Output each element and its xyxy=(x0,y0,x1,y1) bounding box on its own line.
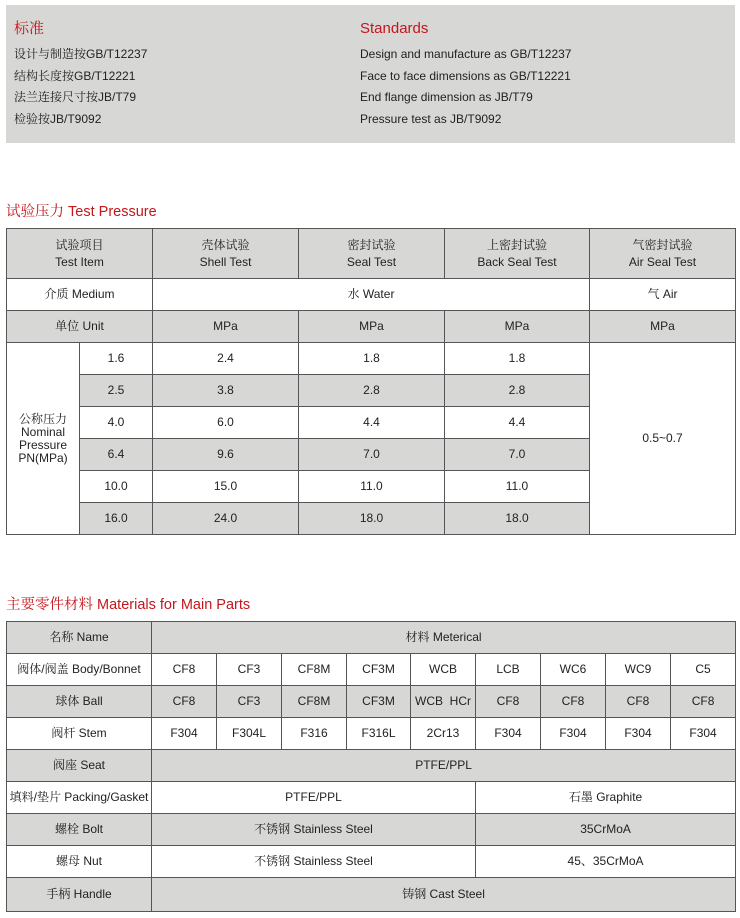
standards-cn-line: 结构长度按GB/T12221 xyxy=(14,68,136,83)
header-back-seal-test-en: Back Seal Test xyxy=(477,254,557,269)
pn-value: 1.6 xyxy=(80,343,153,375)
bolt-value-2: 35CrMoA xyxy=(476,814,736,846)
ball-value: CF8 xyxy=(476,686,541,718)
standards-cn-line: 检验按JB/T9092 xyxy=(14,111,102,126)
ball-value: WCB HCr xyxy=(411,686,476,718)
nut-value-2: 45、35CrMoA xyxy=(476,846,736,878)
test-pressure-title: 试验压力 Test Pressure xyxy=(6,204,157,220)
header-material: 材料 Meterical xyxy=(152,622,736,654)
standards-cn-line: 设计与制造按GB/T12237 xyxy=(14,47,148,61)
header-name: 名称 Name xyxy=(7,622,152,654)
unit-label: 单位 Unit xyxy=(7,311,153,343)
header-test-item-en: Test Item xyxy=(55,254,104,269)
ball-value: CF3 xyxy=(217,686,282,718)
stem-value: F304L xyxy=(217,718,282,750)
header-seal-test xyxy=(299,229,445,279)
stem-value: F304 xyxy=(476,718,541,750)
ball-value: CF8 xyxy=(671,686,736,718)
unit-air-seal: MPa xyxy=(590,311,736,343)
standards-cn-column xyxy=(14,19,147,131)
pn-value: 16.0 xyxy=(80,503,153,535)
back-seal-value: 7.0 xyxy=(445,439,590,471)
unit-back-seal: MPa xyxy=(445,311,590,343)
nut-value-1: 不锈钢 Stainless Steel xyxy=(152,846,476,878)
back-seal-value: 1.8 xyxy=(445,343,590,375)
body-bonnet-value: CF8 xyxy=(152,654,217,686)
body-bonnet-value: CF3M xyxy=(347,654,411,686)
handle-label: 手柄 Handle xyxy=(7,878,152,912)
standards-en-line: End flange dimension as JB/T79 xyxy=(360,90,533,104)
standards-en-line: Pressure test as JB/T9092 xyxy=(360,111,502,126)
ball-value: CF3M xyxy=(347,686,411,718)
header-shell-test-en: Shell Test xyxy=(199,254,252,269)
nominal-pressure-en3: PN(MPa) xyxy=(18,450,68,465)
stem-value: 2Cr13 xyxy=(411,718,476,750)
standards-panel xyxy=(6,5,735,143)
standards-cn-title: 标准 xyxy=(14,20,45,37)
handle-value: 铸钢 Cast Steel xyxy=(152,878,736,912)
air-seal-value: 0.5~0.7 xyxy=(590,343,736,535)
stem-label: 阀杆 Stem xyxy=(7,718,152,750)
header-seal-test-en: Seal Test xyxy=(346,254,397,269)
materials-table xyxy=(6,621,736,912)
shell-value: 9.6 xyxy=(153,439,299,471)
standards-cn-line: 法兰连接尺寸按JB/T79 xyxy=(14,90,137,104)
back-seal-value: 11.0 xyxy=(445,471,590,503)
body-bonnet-value: CF3 xyxy=(217,654,282,686)
bolt-label: 螺栓 Bolt xyxy=(7,814,152,846)
stem-value: F316 xyxy=(282,718,347,750)
header-back-seal-test xyxy=(445,229,590,279)
packing-label: 填料/垫片 Packing/Gasket xyxy=(7,782,152,814)
shell-value: 24.0 xyxy=(153,503,299,535)
packing-value-1: PTFE/PPL xyxy=(152,782,476,814)
seal-value: 7.0 xyxy=(299,439,445,471)
nut-label: 螺母 Nut xyxy=(7,846,152,878)
standards-en-line: Design and manufacture as GB/T12237 xyxy=(360,47,572,61)
seal-value: 2.8 xyxy=(299,375,445,407)
nominal-pressure-en2: Pressure xyxy=(18,437,68,452)
nominal-pressure-en1: Nominal xyxy=(20,424,65,439)
body-bonnet-value: LCB xyxy=(476,654,541,686)
header-air-seal-test xyxy=(590,229,736,279)
body-bonnet-value: CF8M xyxy=(282,654,347,686)
ball-value: CF8 xyxy=(541,686,606,718)
stem-value: F304 xyxy=(541,718,606,750)
shell-value: 6.0 xyxy=(153,407,299,439)
body-bonnet-value: C5 xyxy=(671,654,736,686)
pn-value: 4.0 xyxy=(80,407,153,439)
stem-value: F304 xyxy=(152,718,217,750)
unit-shell: MPa xyxy=(153,311,299,343)
stem-value: F304 xyxy=(606,718,671,750)
shell-value: 2.4 xyxy=(153,343,299,375)
stem-value: F316L xyxy=(347,718,411,750)
stem-value: F304 xyxy=(671,718,736,750)
header-test-item xyxy=(7,229,153,279)
materials-title: 主要零件材料 Materials for Main Parts xyxy=(6,597,251,613)
header-seal-test-cn: 密封试验 xyxy=(347,237,396,252)
body-bonnet-value: WCB xyxy=(411,654,476,686)
nominal-pressure-cn: 公称压力 xyxy=(18,411,67,426)
unit-seal: MPa xyxy=(299,311,445,343)
medium-air: 气 Air xyxy=(590,279,736,311)
back-seal-value: 4.4 xyxy=(445,407,590,439)
ball-value: CF8 xyxy=(152,686,217,718)
back-seal-value: 18.0 xyxy=(445,503,590,535)
seal-value: 1.8 xyxy=(299,343,445,375)
standards-en-line: Face to face dimensions as GB/T12221 xyxy=(360,68,571,83)
header-test-item-cn: 试验项目 xyxy=(55,237,104,252)
medium-label: 介质 Medium xyxy=(7,279,153,311)
seal-value: 4.4 xyxy=(299,407,445,439)
body-bonnet-value: WC9 xyxy=(606,654,671,686)
seat-label: 阀座 Seat xyxy=(7,750,152,782)
header-air-seal-test-en: Air Seal Test xyxy=(628,254,697,269)
ball-label: 球体 Ball xyxy=(7,686,152,718)
seal-value: 18.0 xyxy=(299,503,445,535)
shell-value: 3.8 xyxy=(153,375,299,407)
ball-value: CF8M xyxy=(282,686,347,718)
header-shell-test-cn: 壳体试验 xyxy=(201,237,250,252)
test-pressure-table xyxy=(6,228,736,535)
pn-value: 6.4 xyxy=(80,439,153,471)
shell-value: 15.0 xyxy=(153,471,299,503)
ball-value: CF8 xyxy=(606,686,671,718)
packing-value-2: 石墨 Graphite xyxy=(476,782,736,814)
pn-value: 2.5 xyxy=(80,375,153,407)
standards-en-title: Standards xyxy=(360,20,429,37)
body-bonnet-label: 阀体/阀盖 Body/Bonnet xyxy=(7,654,152,686)
medium-water: 水 Water xyxy=(153,279,590,311)
pn-value: 10.0 xyxy=(80,471,153,503)
seat-value: PTFE/PPL xyxy=(152,750,736,782)
bolt-value-1: 不锈钢 Stainless Steel xyxy=(152,814,476,846)
header-air-seal-test-cn: 气密封试验 xyxy=(632,237,693,252)
seal-value: 11.0 xyxy=(299,471,445,503)
header-shell-test xyxy=(153,229,299,279)
nominal-pressure-label xyxy=(7,343,80,535)
standards-en-column xyxy=(360,19,571,131)
header-back-seal-test-cn: 上密封试验 xyxy=(486,237,547,252)
back-seal-value: 2.8 xyxy=(445,375,590,407)
body-bonnet-value: WC6 xyxy=(541,654,606,686)
